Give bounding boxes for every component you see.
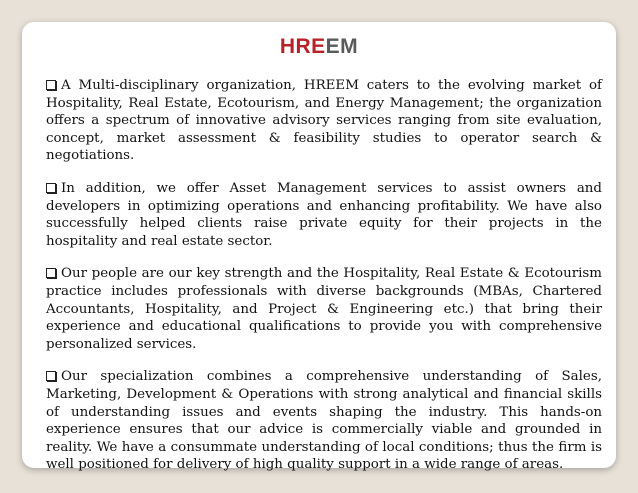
paragraph-text: Our specialization combines a comprehensive understanding of Sales, Marketing, Development & Operations with strong analytical and financial skills of understanding issues and events shaping the industry. This hands-on experience ensures that our advice is commercially viable and grounded in reality. We have a consummate understanding of local conditions; thus the firm is well positioned for delivery of high quality support in a wide range of areas. — [46, 369, 602, 473]
checkbox-bullet-icon — [46, 371, 56, 381]
paragraph-specialization — [46, 368, 602, 474]
paragraph-text: A Multi-disciplinary organization, HREEM caters to the evolving market of Hospitality, Real Estate, Ecotourism, and Energy Management; the organization offers a spectrum of innovative advisory services ranging from site evaluation, concept, market assessment & feasibility studies to operator search & negotiations. — [46, 78, 602, 164]
paragraph-people — [46, 265, 602, 353]
paragraph-asset-management — [46, 180, 602, 250]
logo-text-red: HRE — [279, 35, 326, 58]
hreem-logo — [22, 35, 616, 59]
checkbox-bullet-icon — [46, 183, 56, 193]
checkbox-bullet-icon — [46, 80, 56, 90]
slide-card — [22, 22, 616, 473]
content-body — [46, 77, 602, 489]
checkbox-bullet-icon — [46, 268, 56, 278]
paragraph-text: Our people are our key strength and the Hospitality, Real Estate & Ecotourism practice includes professionals with diverse backgrounds (MBAs, Chartered Accountants, Hospitality, and Project & Engineering etc.) that bring their experience and educational qualifications to provide you with comprehensive personalized services. — [46, 266, 602, 352]
logo-text-gray: EM — [325, 35, 359, 58]
paragraph-overview — [46, 77, 602, 165]
paragraph-text: In addition, we offer Asset Management services to assist owners and developers in optimizing operations and enhancing profitability. We have also successfully helped clients raise private equity for their projects in the hospitality and real estate sector. — [46, 180, 602, 249]
